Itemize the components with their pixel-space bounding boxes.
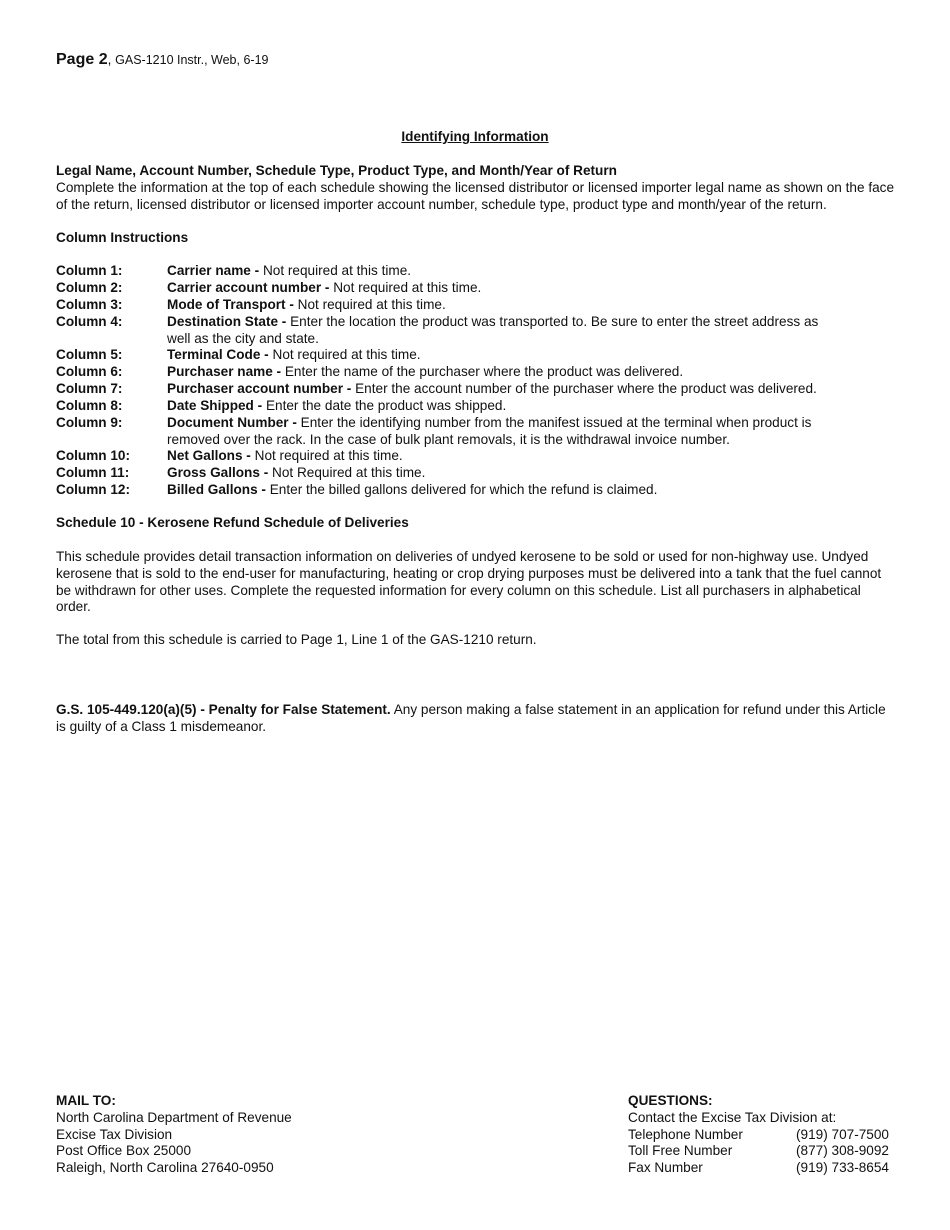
section-title: Identifying Information	[401, 129, 549, 144]
questions-intro: Contact the Excise Tax Division at:	[628, 1109, 837, 1125]
contact-label: Toll Free Number	[628, 1143, 733, 1159]
column-label: Column 7:	[56, 381, 123, 396]
column-label: Column 12:	[56, 482, 131, 497]
column-text: Enter the location the product was transported to. Be sure to enter the street address as well as the city and state.	[167, 314, 819, 346]
column-text: Enter the billed gallons delivered for which the refund is claimed.	[265, 482, 658, 497]
column-label: Column 10:	[56, 448, 131, 463]
column-term: Billed Gallons -	[167, 482, 266, 497]
column-text: Not required at this time.	[259, 263, 412, 278]
column-description	[167, 314, 827, 348]
identifying-body: Complete the information at the top of each schedule showing the licensed distributor or licensed importer legal name as shown on the face of the return, licensed distributor or licensed importer account number, schedule type, product type and month/year of the return.	[56, 180, 895, 212]
page-number-comma: ,	[107, 52, 112, 67]
column-text: Enter the date the product was shipped.	[262, 398, 507, 413]
column-description	[167, 381, 857, 398]
column-label: Column 3:	[56, 297, 123, 312]
mail-to-block	[56, 1093, 376, 1177]
identifying-subtitle: Legal Name, Account Number, Schedule Type, Product Type, and Month/Year of Return	[56, 163, 617, 178]
column-text: Not Required at this time.	[268, 465, 426, 480]
schedule10-body: This schedule provides detail transaction information on deliveries of undyed kerosene to be sold or used for non-highway use. Undyed kerosene that is sold to the end-user for manufacturing, heating or crop drying purposes must be delivered into a tank that the fuel cannot be withdrawn for other uses. Complete the requested information for every column on this schedule. List all purchasers in alphabetical order.	[56, 549, 882, 615]
contact-value: (919) 733-8654	[796, 1160, 889, 1176]
column-label: Column 1:	[56, 263, 123, 278]
column-label: Column 2:	[56, 280, 123, 295]
column-description	[167, 415, 822, 449]
questions-heading: QUESTIONS:	[628, 1093, 713, 1108]
contact-label: Telephone Number	[628, 1126, 743, 1142]
column-label: Column 4:	[56, 314, 123, 329]
column-description	[167, 347, 847, 364]
column-description	[167, 297, 847, 314]
contact-value: (877) 308-9092	[796, 1143, 889, 1159]
column-term: Date Shipped -	[167, 398, 263, 413]
column-term: Gross Gallons -	[167, 465, 269, 480]
column-description	[167, 465, 847, 482]
column-description	[167, 482, 847, 499]
column-description	[167, 364, 847, 381]
column-label: Column 9:	[56, 415, 123, 430]
column-text: Not required at this time.	[329, 280, 482, 295]
schedule10-total-note: The total from this schedule is carried to Page 1, Line 1 of the GAS-1210 return.	[56, 632, 537, 647]
column-text: Enter the identifying number from the manifest issued at the terminal when product is removed over the rack. In the case of bulk plant removals, it is the withdrawal invoice number.	[167, 415, 812, 447]
mail-to-line: Post Office Box 25000	[56, 1143, 192, 1159]
mail-to-line: Excise Tax Division	[56, 1126, 173, 1142]
column-description	[167, 448, 847, 465]
mail-to-line: North Carolina Department of Revenue	[56, 1109, 292, 1125]
column-term: Mode of Transport -	[167, 297, 294, 312]
column-term: Purchaser account number -	[167, 381, 352, 396]
questions-block	[628, 1093, 898, 1177]
contact-row	[628, 1160, 898, 1177]
schedule10-heading: Schedule 10 - Kerosene Refund Schedule of Deliveries	[56, 515, 409, 530]
column-term: Purchaser name -	[167, 364, 282, 379]
column-text: Not required at this time.	[250, 448, 403, 463]
contact-label: Fax Number	[628, 1160, 703, 1176]
column-term: Terminal Code -	[167, 347, 269, 362]
column-label: Column 11:	[56, 465, 130, 480]
column-label: Column 8:	[56, 398, 123, 413]
form-identifier: GAS-1210 Instr., Web, 6-19	[115, 53, 269, 67]
contact-value: (919) 707-7500	[796, 1126, 889, 1142]
column-term: Carrier name -	[167, 263, 260, 278]
column-description	[167, 398, 847, 415]
column-term: Document Number -	[167, 415, 297, 430]
penalty-statement	[56, 702, 886, 736]
page-header	[56, 52, 268, 69]
column-description	[167, 263, 847, 280]
column-instructions-heading: Column Instructions	[56, 230, 189, 245]
contact-row	[628, 1127, 898, 1144]
column-term: Net Gallons -	[167, 448, 251, 463]
column-label: Column 5:	[56, 347, 123, 362]
mail-to-heading: MAIL TO:	[56, 1093, 116, 1108]
column-text: Not required at this time.	[268, 347, 421, 362]
page-number: Page 2	[56, 51, 108, 68]
column-term: Destination State -	[167, 314, 287, 329]
penalty-term: G.S. 105-449.120(a)(5) - Penalty for False Statement.	[56, 702, 391, 717]
mail-to-line: Raleigh, North Carolina 27640-0950	[56, 1160, 274, 1176]
penalty-text: Any person making a false statement in an application for refund under this Article is guilty of a Class 1 misdemeanor.	[56, 702, 886, 734]
column-term: Carrier account number -	[167, 280, 330, 295]
column-text: Not required at this time.	[293, 297, 446, 312]
column-label: Column 6:	[56, 364, 123, 379]
column-text: Enter the name of the purchaser where the product was delivered.	[281, 364, 684, 379]
column-text: Enter the account number of the purchaser where the product was delivered.	[351, 381, 817, 396]
column-description	[167, 280, 847, 297]
contact-row	[628, 1143, 898, 1160]
